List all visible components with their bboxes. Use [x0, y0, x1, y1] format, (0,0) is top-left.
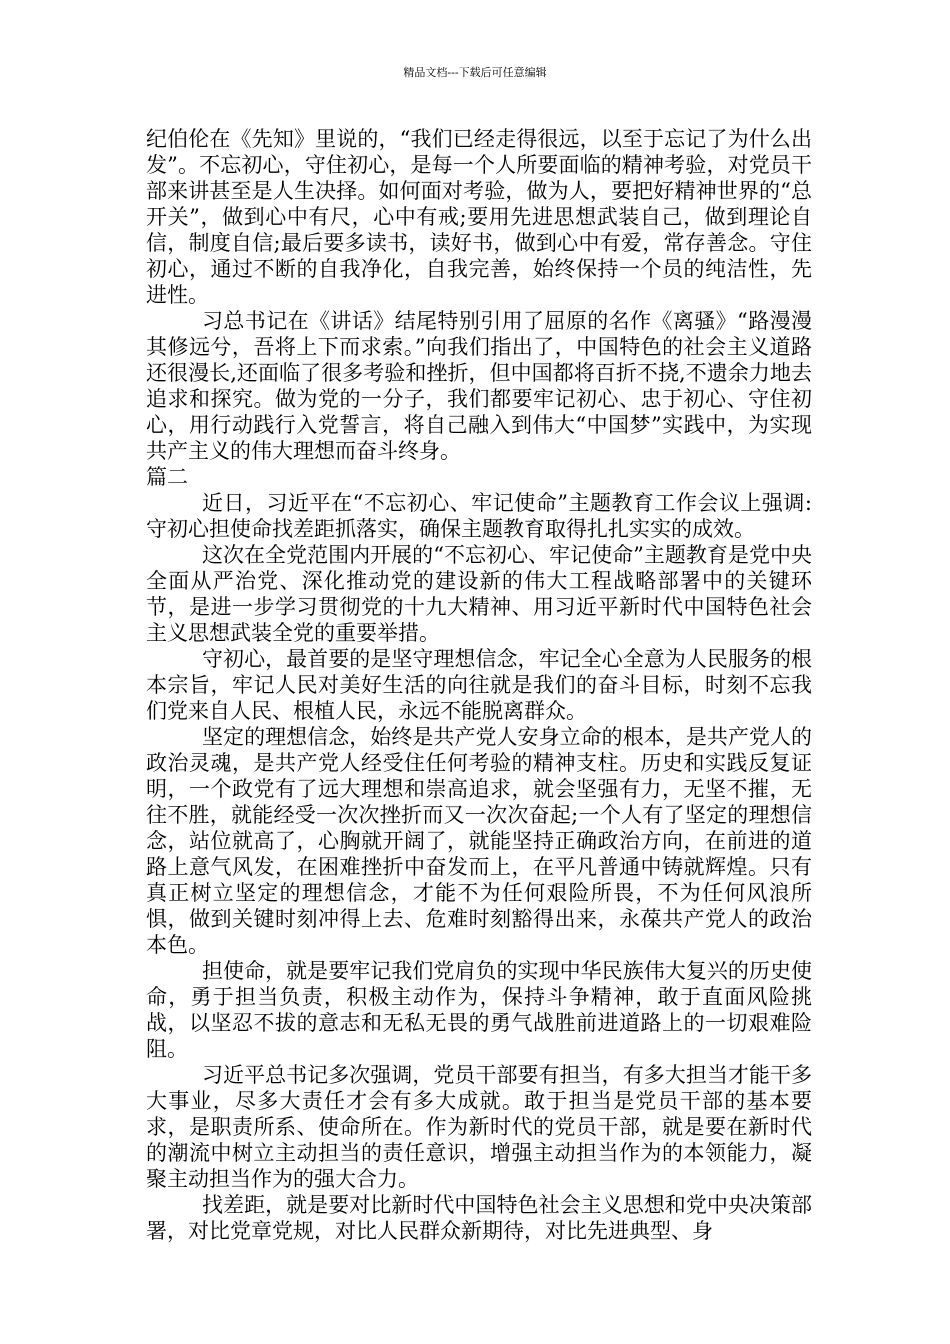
paragraph: 习总书记在《讲话》结尾特别引用了屈原的名作《离骚》“路漫漫其修远兮，吾将上下而求索。”向我们指出了，中国特色的社会主义道路还很漫长,还面临了很多考验和挫折，但中国都将百折不挠,不遗余力地去追求和探究。做为党的一分子，我们都要牢记初心、忠于初心、守住初心，用行动践行入党誓言，将自己融入到伟大“中国梦”实践中，为实现共产主义的伟大理想而奋斗终身。 — [146, 309, 812, 463]
paragraph: 守初心，最首要的是坚守理想信念，牢记全心全意为人民服务的根本宗旨，牢记人民对美好生活的向往就是我们的奋斗目标，时刻不忘我们党来自人民、根植人民，永远不能脱离群众。 — [146, 647, 812, 723]
paragraph: 这次在全党范围内开展的“不忘初心、牢记使命”主题教育是党中央全面从严治党、深化推动党的建设新的伟大工程战略部署中的关键环节，是进一步学习贯彻党的十九大精神、用习近平新时代中国特色社会主义思想武装全党的重要举措。 — [146, 543, 812, 645]
page-header: 精品文档---下载后可任意编辑 — [403, 66, 547, 79]
paragraph: 近日，习近平在“不忘初心、牢记使命”主题教育工作会议上强调:守初心担使命找差距抓落实，确保主题教育取得扎扎实实的成效。 — [146, 491, 812, 541]
paragraph: 找差距，就是要对比新时代中国特色社会主义思想和党中央决策部署，对比党章党规，对比人民群众新期待，对比先进典型、身 — [146, 1193, 812, 1243]
section-label: 篇二 — [146, 465, 188, 489]
paragraph: 纪伯伦在《先知》里说的，“我们已经走得很远，以至于忘记了为什么出发”。不忘初心，守住初心，是每一个人所要面临的精神考验，对党员干部来讲甚至是人生决择。如何面对考验，做为人，要把好精神世界的“总开关”，做到心中有尺，心中有戒;要用先进思想武装自己，做到理论自信，制度自信;最后要多读书，读好书，做到心中有爱，常存善念。守住初心，通过不断的自我净化，自我完善，始终保持一个员的纯洁性，先进性。 — [146, 127, 812, 307]
document-body — [146, 126, 812, 1244]
paragraph: 坚定的理想信念，始终是共产党人安身立命的根本，是共产党人的政治灵魂，是共产党人经受住任何考验的精神支柱。历史和实践反复证明，一个政党有了远大理想和崇高追求，就会坚强有力，无坚不摧，无往不胜，就能经受一次次挫折而又一次次奋起;一个人有了坚定的理想信念，站位就高了，心胸就开阔了，就能坚持正确政治方向，在前进的道路上意气风发，在困难挫折中奋发而上，在平凡普通中铸就辉煌。只有真正树立坚定的理想信念，才能不为任何艰险所畏，不为任何风浪所惧，做到关键时刻冲得上去、危难时刻豁得出来，永葆共产党人的政治本色。 — [146, 725, 812, 957]
paragraph: 习近平总书记多次强调，党员干部要有担当，有多大担当才能干多大事业，尽多大责任才会有多大成就。敢于担当是党员干部的基本要求，是职责所系、使命所在。作为新时代的党员干部，就是要在新时代的潮流中树立主动担当的责任意识，增强主动担当作为的本领能力，凝聚主动担当作为的强大合力。 — [146, 1063, 812, 1191]
paragraph: 担使命，就是要牢记我们党肩负的实现中华民族伟大复兴的历史使命，勇于担当负责，积极主动作为，保持斗争精神，敢于直面风险挑战，以坚忍不拔的意志和无私无畏的勇气战胜前进道路上的一切艰难险阻。 — [146, 959, 812, 1061]
